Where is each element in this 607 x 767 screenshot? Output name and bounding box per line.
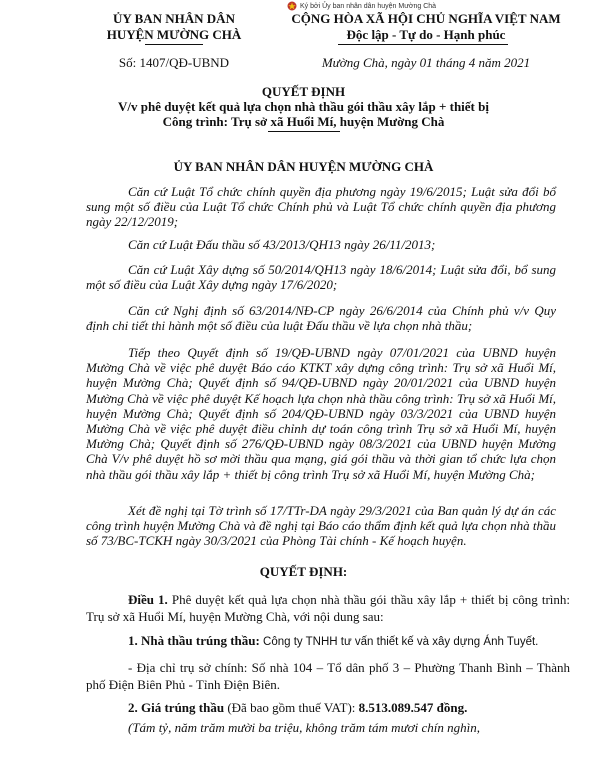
- document-number: Số: 1407/QĐ-UBND: [118, 55, 230, 70]
- decision-heading: QUYẾT ĐỊNH:: [259, 564, 348, 579]
- winning-contractor: [86, 633, 570, 651]
- national-motto: Độc lập - Tự do - Hạnh phúc: [346, 27, 506, 42]
- issuing-authority: ỦY BAN NHÂN DÂN HUYỆN MƯỜNG CHÀ: [173, 159, 434, 174]
- winning-bid-price: 2. Giá trúng thầu (Đã bao gồm thuế VAT): 8.513.089.547 đồng.: [128, 700, 468, 715]
- contractor-address: - Địa chỉ trụ sở chính: Số nhà 104 – Tổ dân phố 3 – Phường Thanh Bình – Thành phố Điện Biên Phủ - Tỉnh Điện Biên.: [86, 660, 571, 692]
- place-date: Mường Chà, ngày 01 tháng 4 năm 2021: [321, 55, 531, 70]
- preamble-paragraph: Căn cứ Luật Xây dựng số 50/2014/QH13 ngày 18/6/2014; Luật sửa đổi, bổ sung một số điều của Luật Xây dựng ngày 17/6/2020;: [86, 262, 556, 293]
- subject-underline: [268, 131, 340, 132]
- national-title: CỘNG HÒA XÃ HỘI CHỦ NGHĨA VIỆT NAM: [291, 11, 561, 26]
- agency-name-line1: ỦY BAN NHÂN DÂN: [113, 11, 235, 26]
- agency-underline: [145, 44, 203, 45]
- winning-contractor-label: 1. Nhà thầu trúng thầu:: [128, 633, 260, 648]
- preamble-paragraph: Xét đề nghị tại Tờ trình số 17/TTr-DA ngày 29/3/2021 của Ban quản lý dự án các công trình huyện Mường Chà và đề nghị tại Báo cáo thẩm định kết quả lựa chọn nhà thầu số 73/BC-TCKH ngày 30/3/2021 của Phòng Tài chính - Kế hoạch huyện.: [86, 503, 556, 549]
- preamble-paragraph: Căn cứ Nghị định số 63/2014/NĐ-CP ngày 26/6/2014 của Chính phủ v/v Quy định chi tiết thi hành một số điều của luật Đấu thầu về lựa chọn nhà thầu;: [86, 303, 556, 334]
- article-1-label: Điều 1.: [128, 592, 168, 607]
- bid-price-value: 8.513.089.547 đồng.: [358, 700, 468, 715]
- amount-in-words: (Tám tỷ, năm trăm mười ba triệu, không trăm tám mươi chín nghìn,: [128, 720, 480, 735]
- signature-note: Ký bởi Ủy ban nhân dân huyện Mường Chà: [300, 3, 437, 10]
- preamble-paragraph: Căn cứ Luật Tổ chức chính quyền địa phương ngày 19/6/2015; Luật sửa đổi bổ sung một số điều của Luật Tổ chức Chính phủ và Luật Tổ chức chính quyền địa phương ngày 22/12/2019;: [86, 184, 556, 230]
- article-1: Điều 1. Phê duyệt kết quả lựa chọn nhà thầu gói thầu xây lắp + thiết bị công trình: Trụ sở xã Huổi Mí, huyện Mường Chà, với nội dung sau:: [86, 592, 571, 624]
- preamble-paragraph: Căn cứ Luật Đấu thầu số 43/2013/QH13 ngày 26/11/2013;: [128, 237, 436, 252]
- preamble-paragraph: Tiếp theo Quyết định số 19/QĐ-UBND ngày 07/01/2021 của UBND huyện Mường Chà về việc phê duyệt Báo cáo KTKT xây dựng công trình: Trụ sở xã Huổi Mí, huyện Mường Chà; Quyết định số 94/QĐ-UBND ngày 20/01/2021 của UBND huyện Mường Chà về việc phê duyệt Kế hoạch lựa chọn nhà thầu công trình: Trụ sở xã Huổi Mí, huyện Mường Chà; Quyết định số 204/QĐ-UBND ngày 03/3/2021 của UBND huyện Mường Chà về việc phê duyệt điều chỉnh dự toán công trình Trụ sở xã Huổi Mí, huyện Mường Chà; Quyết định số 276/QĐ-UBND ngày 08/3/2021 của UBND huyện Mường Chà V/v phê duyệt hồ sơ mời thầu qua mạng, giá gói thầu và thời gian tổ chức lựa chọn nhà thầu gói thầu xây lắp + thiết bị công trình Trụ sở xã Huổi Mí, huyện Mường Chà;: [86, 345, 557, 482]
- bid-price-label: 2. Giá trúng thầu: [128, 700, 225, 715]
- motto-underline: [338, 44, 508, 45]
- agency-name-line2: HUYỆN MƯỜNG CHÀ: [106, 27, 242, 42]
- document-type-title: QUYẾT ĐỊNH: [261, 84, 346, 99]
- winning-contractor-value: Công ty TNHH tư vấn thiết kế và xây dựng Ánh Tuyết.: [259, 636, 539, 648]
- document-subject-line2: Công trình: Trụ sở xã Huổi Mí, huyện Mường Chà: [162, 114, 445, 129]
- document-subject-line1: V/v phê duyệt kết quả lựa chọn nhà thầu gói thầu xây lắp + thiết bị: [118, 99, 489, 114]
- seal-icon: [286, 1, 298, 11]
